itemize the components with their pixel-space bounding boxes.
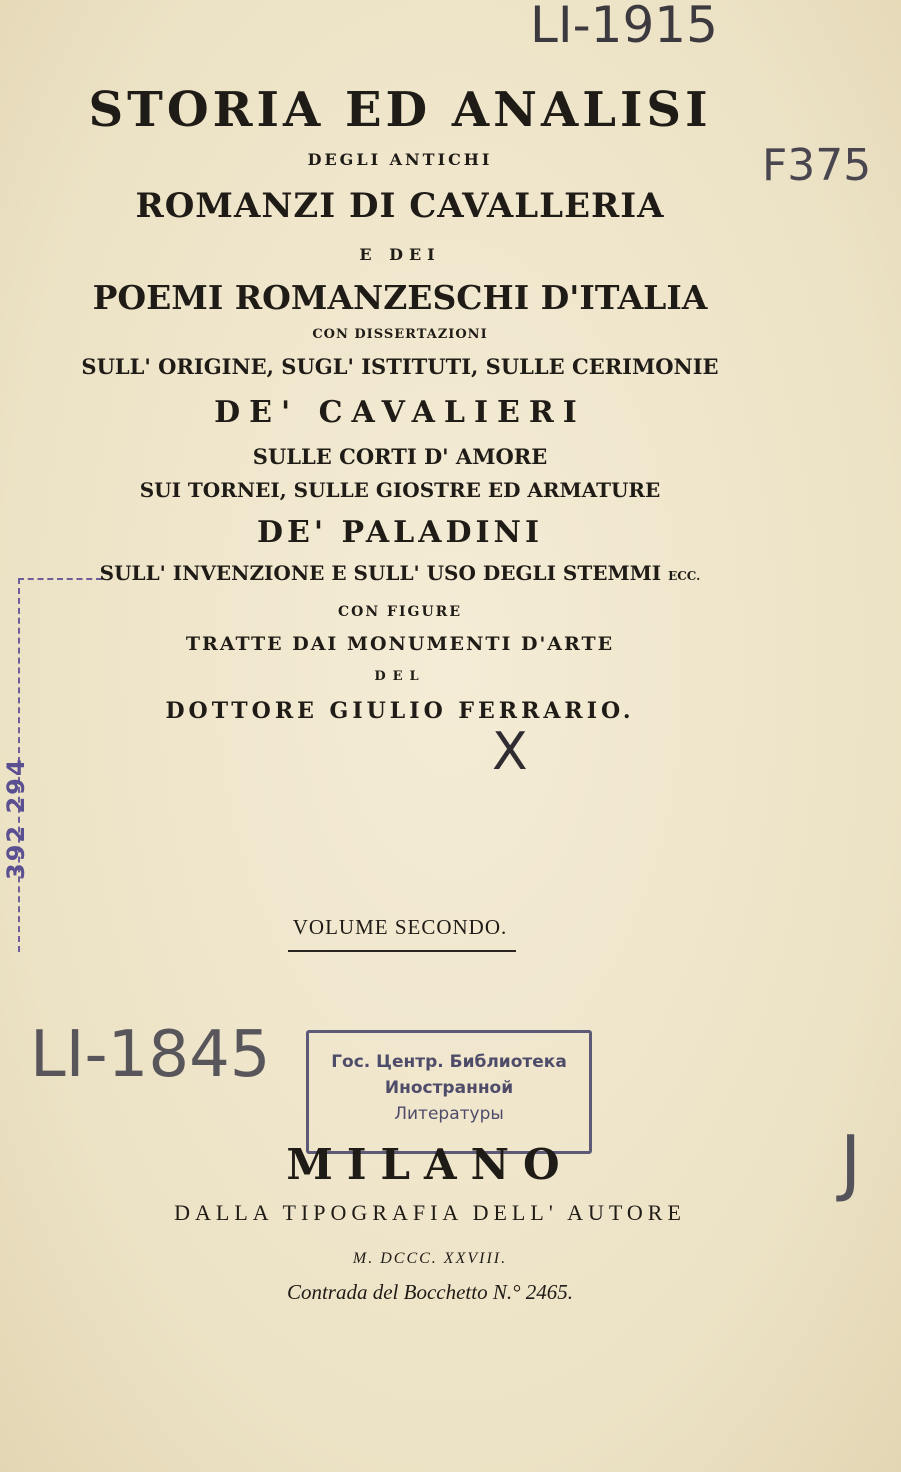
cross-mark: X (492, 722, 528, 782)
title-line-12 (0, 561, 800, 585)
title-line-6: CON DISSERTAZIONI (312, 327, 488, 342)
address: Contrada del Bocchetto N.° 2465. (286, 1280, 574, 1304)
library-stamp (306, 1030, 592, 1154)
title-line-7: SULL' ORIGINE, SUGL' ISTITUTI, SULLE CERIMONIE (81, 354, 719, 379)
volume-rule (288, 950, 516, 952)
title-line-8: DE' CAVALIERI (214, 395, 586, 430)
title-line-14: TRATTE DAI MONUMENTI D'ARTE (185, 633, 615, 655)
city: MILANO (286, 1140, 574, 1189)
title-line-10: SUI TORNEI, SULLE GIOSTRE ED ARMATURE (139, 478, 661, 502)
title-line-12-ecc: ECC. (668, 569, 701, 583)
title-line-11: DE' PALADINI (256, 515, 544, 550)
vertical-stamp: 392 294 (2, 757, 30, 880)
title-line-3: ROMANZI DI CAVALLERIA (135, 186, 665, 226)
title-line-9: SULLE CORTI D' AMORE (252, 444, 548, 469)
publisher: DALLA TIPOGRAFIA DELL' AUTORE (174, 1200, 686, 1225)
top-shelfmark: LI-1915 (530, 0, 718, 54)
title-main: STORIA ED ANALISI (88, 82, 712, 138)
year: M. DCCC. XXVIII. (352, 1250, 508, 1267)
volume-label: VOLUME SECONDO. (292, 915, 508, 939)
title-line-13: CON FIGURE (338, 604, 462, 620)
title-line-15: DEL (374, 669, 426, 684)
library-stamp-line3: Литературы (394, 1104, 504, 1124)
right-mark: J (840, 1120, 862, 1204)
mid-shelfmark: LI-1845 (30, 1018, 271, 1092)
library-stamp-line1: Гос. Центр. Библиотека (331, 1052, 567, 1072)
title-line-5: POEMI ROMANZESCHI D'ITALIA (92, 278, 708, 317)
title-line-2: DEGLI ANTICHI (307, 150, 493, 169)
library-stamp-line2: Иностранной (384, 1078, 514, 1098)
author: DOTTORE GIULIO FERRARIO. (165, 698, 635, 724)
side-mark: F375 (762, 140, 872, 191)
title-line-12-text: SULL' INVENZIONE E SULL' USO DEGLI STEMMI (99, 561, 662, 585)
title-line-4: E DEI (359, 245, 441, 264)
